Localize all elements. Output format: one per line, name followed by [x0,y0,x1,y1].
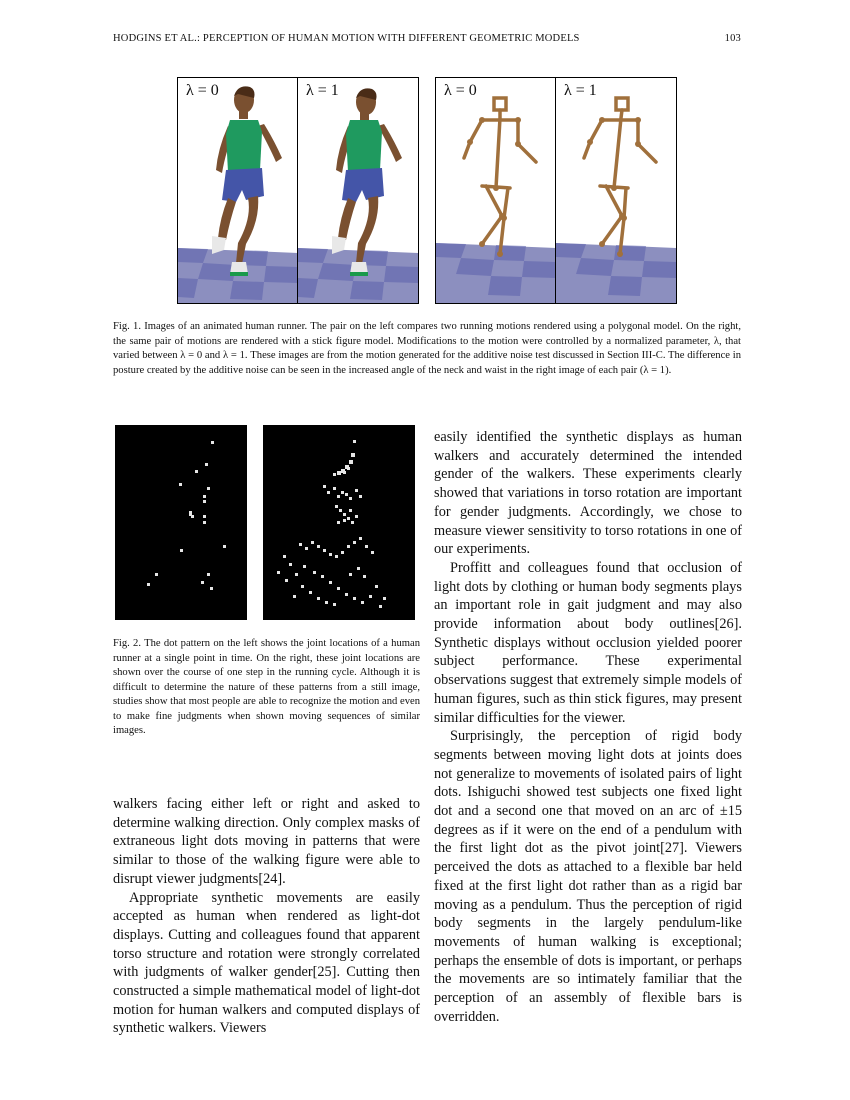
polygonal-runner-illustration [298,78,418,303]
joint-dots-illustration [115,425,247,620]
left-column-text [113,795,420,1038]
figure1-caption: Fig. 1. Images of an animated human runner. The pair on the left compares two running motions rendered using a polygonal model. On the right, the same pair of motions are rendered with a stick figure model. Modifications to the motion were controlled by a normalized parameter, λ, that varied between λ = 0 and λ = 1. These images are from the motion generated for the additive noise test discussed in Section III-C. The difference in posture created by the additive noise can be seen in the increased angle of the neck and waist in the right image of each pair (λ = 1). [113,321,741,376]
lambda-label: λ = 1 [564,82,597,99]
running-title: HODGINS ET AL.: PERCEPTION OF HUMAN MOTION WITH DIFFERENT GEOMETRIC MODELS [113,33,580,44]
lambda-label: λ = 0 [444,82,477,99]
page-number: 103 [724,33,741,44]
stick-figure-illustration [556,78,676,303]
lambda-label: λ = 1 [306,82,339,99]
paragraph: easily identified the synthetic displays as human walkers and accurately determined the intended gender of the walkers. These experiments clearly showed that variations in torso rotation are important for gender judgments. Accordingly, we chose to measure viewer sensitivity to torso rotations in one of our experiments. [434,429,742,558]
paragraph: Surprisingly, the perception of rigid body segments between moving light dots at joints does not generalize to movements of isolated pairs of light dots. Ishiguchi showed test subjects one fixed light dot and a second one that moved on an arc of ±15 degrees as if it were on the end of a pendulum with the first light dot as the pivot joint[27]. Viewers perceived the dots as attached to a flexible bar held fixed at the first light dot rather than as a rigid bar moving as a pendulum. Thus the perception of rigid body segments in the largely pendulum-like movements of human walking is exceptional; perhaps the ensemble of dots is important, or perhaps the movements are so intimately familiar that the perception of an assembly of flexible bars is overridden. [434,728,742,1025]
figure1-panel-polygonal-lambda1 [297,77,419,304]
figure2-dot-pattern-cycle [263,425,415,620]
polygonal-runner-illustration [178,78,298,303]
figure1-panel-stick-lambda1 [555,77,677,304]
running-header [113,33,741,44]
figure2-dot-pattern-single [115,425,247,620]
figure1-panel-polygonal-lambda0 [177,77,299,304]
lambda-label: λ = 0 [186,82,219,99]
paragraph: Proffitt and colleagues found that occlusion of light dots by clothing or human body segments plays an important role in gait judgment and may also provide information about body outlines[26]. Synthetic displays without occlusion yielded poorer subject performance. These experimental observations suggest that extremely simple models of human figures, such as thin stick figures, may present similar difficulties for the viewer. [434,559,742,726]
figure1-panel-stick-lambda0 [435,77,557,304]
joint-trajectories-illustration [263,425,415,620]
paragraph: walkers facing either left or right and asked to determine walking direction. Only complex masks of extraneous light dots moving in patterns that were similar to those of the walking figure were able to disrupt viewer judgments[24]. [113,796,420,887]
stick-figure-illustration [436,78,556,303]
paragraph: Appropriate synthetic movements are easily accepted as human when rendered as light-dot displays. Cutting and colleagues found that apparent torso structure and rotation were strongly correlated with judgments of walker gender[25]. Cutting then constructed a simple mathematical model of light-dot motion for human walkers and computed displays of synthetic walkers. Viewers [113,889,420,1037]
right-column-text [434,428,742,1027]
figure2-caption: Fig. 2. The dot pattern on the left shows the joint locations of a human runner at a single point in time. On the right, these joint locations are shown over the course of one step in the running cycle. Although it is difficult to determine the nature of these patterns from a still image, studies show that most people are able to recognize the motion and even to make fine judgments when shown moving sequences of similar images. [113,638,420,736]
